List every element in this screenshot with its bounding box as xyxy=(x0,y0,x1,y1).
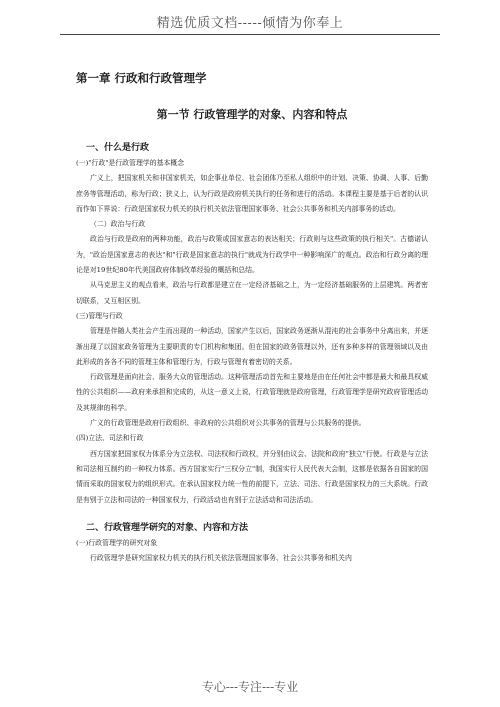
body-paragraph: 广义上，把国家机关和非国家机关，如企事业单位、社会团体乃至私人组织中的计划、决策、协调、人事、后勤庶务等管理活动，称为行政；狭义上，认为行政是政府机关执行的任务和进行的活动。本课程主要是基于后者的认识而作如下界说：行政是国家权力机关的执行机关依法管理国家事务、社会公共事务和机关内部事务的活动。 xyxy=(76,174,428,213)
page-footer: 专心---专注---专业 xyxy=(201,680,299,694)
subheading: (一)行政管理学的研究对象 xyxy=(76,538,158,547)
body-paragraph: 政治与行政是政府的两种功能，政治与政策或国家意志的表达相关；行政则与这些政策的执行相关"。古德诺认为，"政治是国家意志的表达"和"行政是国家意志的执行"就成为行政学中一种影响深广的观点。政治和行政分离的理论是对19世纪80年代美国政府体制改革经验的概括和总结。 xyxy=(76,235,428,275)
page-header: 精选优质文档-----倾情为你奉上 xyxy=(156,16,344,31)
subsection-heading: 二、行政管理学研究的对象、内容和方法 xyxy=(86,522,249,533)
body-paragraph: 行政管理是面向社会、服务大众的管理活动。这种管理活动首先和主要地是由在任何社会中都是最大和最具权威性的公共组织——政府来承担和完成的，从这一意义上说，行政管理就是政府管理，行政管理学是研究政府管理活动及其规律的科学。 xyxy=(76,373,428,412)
body-paragraph: 西方国家把国家权力体系分为立法权、司法权和行政权，并分别由议会、法院和政府"独立"行使。行政是与立法和司法相互制约的一种权力体系。西方国家实行"三权分立"制，我国实行人民代表大会制，这都是依据各自国家的国情而采取的国家权力的组织形式。在承认国家权力统一性的前提下，立法、司法、行政是国家权力的三大系统。行政是有别于立法和司法的一种国家权力，行政活动也有别于立法活动和司法活动。 xyxy=(76,449,428,504)
body-paragraph: 管理是伴随人类社会产生而出现的一种活动，国家产生以后，国家政务逐渐从混沌的社会事务中分离出来，并逐渐出现了以国家政务管理为主要职责的专门机构和集团。但在国家的政务管理以外，还有多种多样的管理领域以及由此形成的各各不同的管理主体和管理行为，行政与管理有着密切的关系。 xyxy=(76,327,428,366)
body-paragraph: 广义的行政管理是政府行政组织、非政府的公共组织对公共事务的管理与公共服务的提供。 xyxy=(90,419,366,428)
subheading: (一)"行政"是行政管理学的基本概念 xyxy=(76,159,185,167)
subheading: （二）政治与行政 xyxy=(90,220,146,229)
body-blocks xyxy=(76,140,428,566)
chapter-title: 第一章 行政和行政管理学 xyxy=(76,71,207,85)
section-title: 第一节 行政管理学的对象、内容和特点 xyxy=(156,108,348,121)
subheading: (三)管理与行政 xyxy=(76,311,123,320)
subsection-heading: 一、什么是行政 xyxy=(86,143,150,153)
header-divider xyxy=(60,34,440,35)
body-paragraph: 行政管理学是研究国家权力机关的执行机关依法管理国家事务、社会公共事务和机关内 xyxy=(90,554,352,563)
body-paragraph: 从马克思主义的观点看来，政治与行政都是建立在一定经济基础之上，为一定经济基础服务的上层建筑。两者密切联系，又互相区别。 xyxy=(76,281,428,305)
document-body xyxy=(76,70,428,566)
subheading: (四)立法、司法和行政 xyxy=(76,434,144,443)
